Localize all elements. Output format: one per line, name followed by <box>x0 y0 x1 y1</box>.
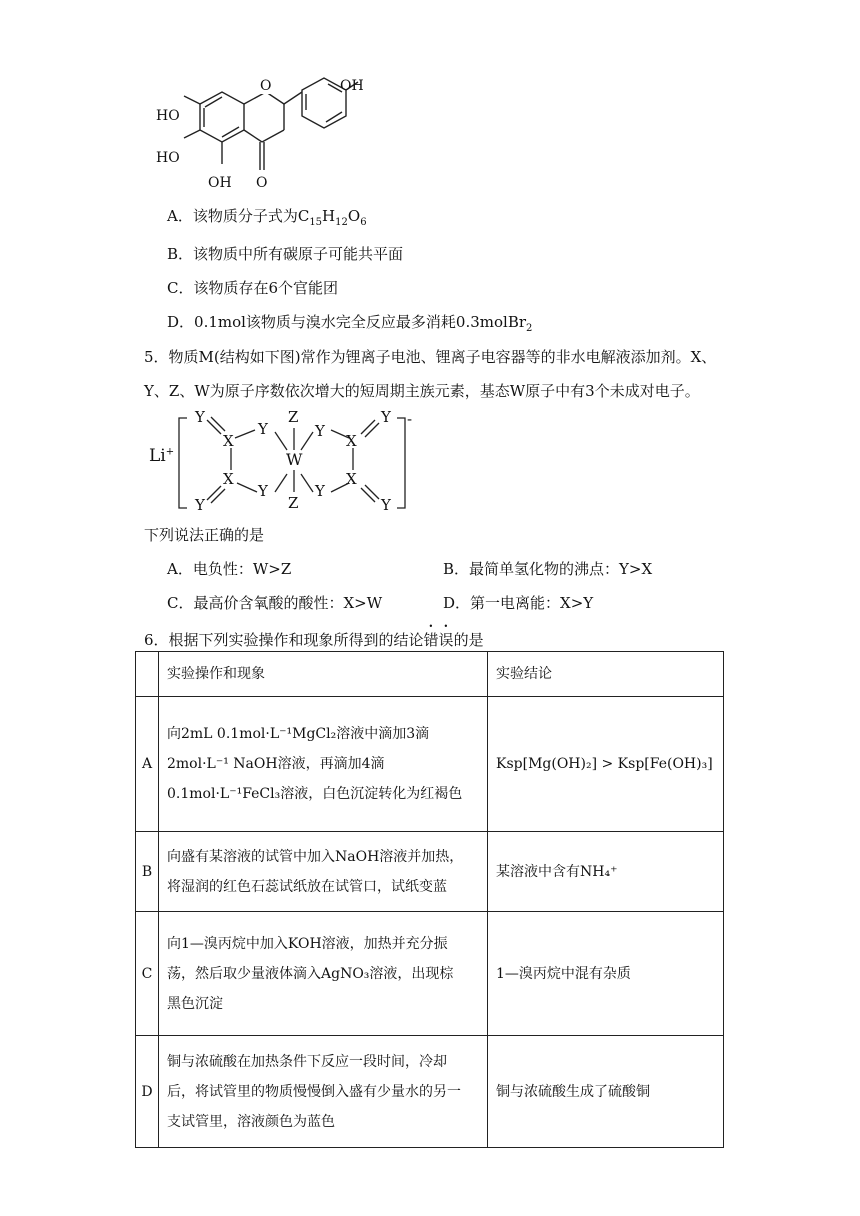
q6-stem: 6．根据下列实验操作和现象所得到的结论错误的是 <box>144 631 484 649</box>
molecule-figure <box>150 72 370 197</box>
q5-option-d: D．第一电离能：X>Y <box>443 594 594 612</box>
q4-option-b: B．该物质中所有碳原子可能共平面 <box>167 245 404 263</box>
atom-x: X <box>346 432 357 450</box>
table-header-row <box>136 652 724 697</box>
label-ho-1: HO <box>156 108 180 124</box>
row-conclusion: 1—溴丙烷中混有杂质 <box>488 912 724 1036</box>
row-label: A <box>136 697 159 832</box>
atom-y: Y <box>195 496 205 514</box>
header-operation: 实验操作和现象 <box>159 652 488 697</box>
label-oh-bottom: OH <box>208 175 232 191</box>
atom-y: Y <box>315 422 325 440</box>
label-o-ring: O <box>260 78 272 94</box>
label-oh-top: OH <box>340 78 364 94</box>
anion-bracket-structure <box>145 408 420 518</box>
q5-question: 下列说法正确的是 <box>144 526 265 544</box>
row-conclusion: 铜与浓硫酸生成了硫酸铜 <box>488 1036 724 1148</box>
row-operation: 铜与浓硫酸在加热条件下反应一段时间，冷却 后，将试管里的物质慢慢倒入盛有少量水的另一 支试管里，溶液颜色为蓝色 <box>159 1036 488 1148</box>
row-label: D <box>136 1036 159 1148</box>
atom-x: X <box>346 470 357 488</box>
atom-y: Y <box>258 482 268 500</box>
atom-z: Z <box>288 494 299 512</box>
q5-stem-line1: 5．物质M(结构如下图)常作为锂离子电池、锂离子电容器等的非水电解液添加剂。X、 <box>144 348 717 366</box>
table-row <box>136 832 724 912</box>
row-operation: 向2mL 0.1mol·L⁻¹MgCl₂溶液中滴加3滴 2mol·L⁻¹ NaOH溶液，再滴加4滴 0.1mol·L⁻¹FeCl₃溶液，白色沉淀转化为红褐色 <box>159 697 488 832</box>
atom-x: X <box>223 432 234 450</box>
atom-y: Y <box>258 420 268 438</box>
header-label-cell <box>136 652 159 697</box>
table-row <box>136 912 724 1036</box>
atom-y: Y <box>195 408 205 426</box>
row-label: C <box>136 912 159 1036</box>
atom-y: Y <box>315 482 325 500</box>
q5-option-c: C．最高价含氧酸的酸性：X>W <box>167 594 383 612</box>
q5-option-b: B．最简单氢化物的沸点：Y>X <box>443 560 653 578</box>
atom-y: Y <box>381 496 391 514</box>
q4-option-a: A．该物质分子式为$C_{15}H_{12}O_6$ <box>167 207 367 228</box>
q4-option-c: C．该物质存在6个官能团 <box>167 279 339 297</box>
q5-structure <box>145 408 420 518</box>
row-conclusion: 某溶液中含有NH₄⁺ <box>488 832 724 912</box>
anion-charge: - <box>407 410 413 428</box>
experiment-table <box>135 651 724 1148</box>
row-operation: 向盛有某溶液的试管中加入NaOH溶液并加热， 将湿润的红色石蕊试纸放在试管口，试纸变蓝 <box>159 832 488 912</box>
row-label: B <box>136 832 159 912</box>
q5-stem-line2: Y、Z、W为原子序数依次增大的短周期主族元素，基态W原子中有3个未成对电子。 <box>144 382 700 400</box>
atom-w: W <box>286 450 303 469</box>
label-o-keto: O <box>256 175 268 191</box>
atom-z: Z <box>288 408 299 426</box>
q6-stem-emphasis: 错误 <box>423 631 454 649</box>
cation-li: Li+ <box>149 446 175 466</box>
table-row <box>136 697 724 832</box>
table-row <box>136 1036 724 1148</box>
atom-x: X <box>223 470 234 488</box>
q5-option-a: A．电负性：W>Z <box>167 560 292 578</box>
header-conclusion: 实验结论 <box>488 652 724 697</box>
label-ho-2: HO <box>156 150 180 166</box>
atom-y: Y <box>381 408 391 426</box>
row-operation: 向1—溴丙烷中加入KOH溶液，加热并充分振 荡，然后取少量液体滴入AgNO₃溶液，出现棕 黑色沉淀 <box>159 912 488 1036</box>
row-conclusion: Ksp[Mg(OH)₂] > Ksp[Fe(OH)₃] <box>488 697 724 832</box>
q4-option-d: D．0.1mol该物质与溴水完全反应最多消耗0.3molBr$_2$ <box>167 313 533 334</box>
